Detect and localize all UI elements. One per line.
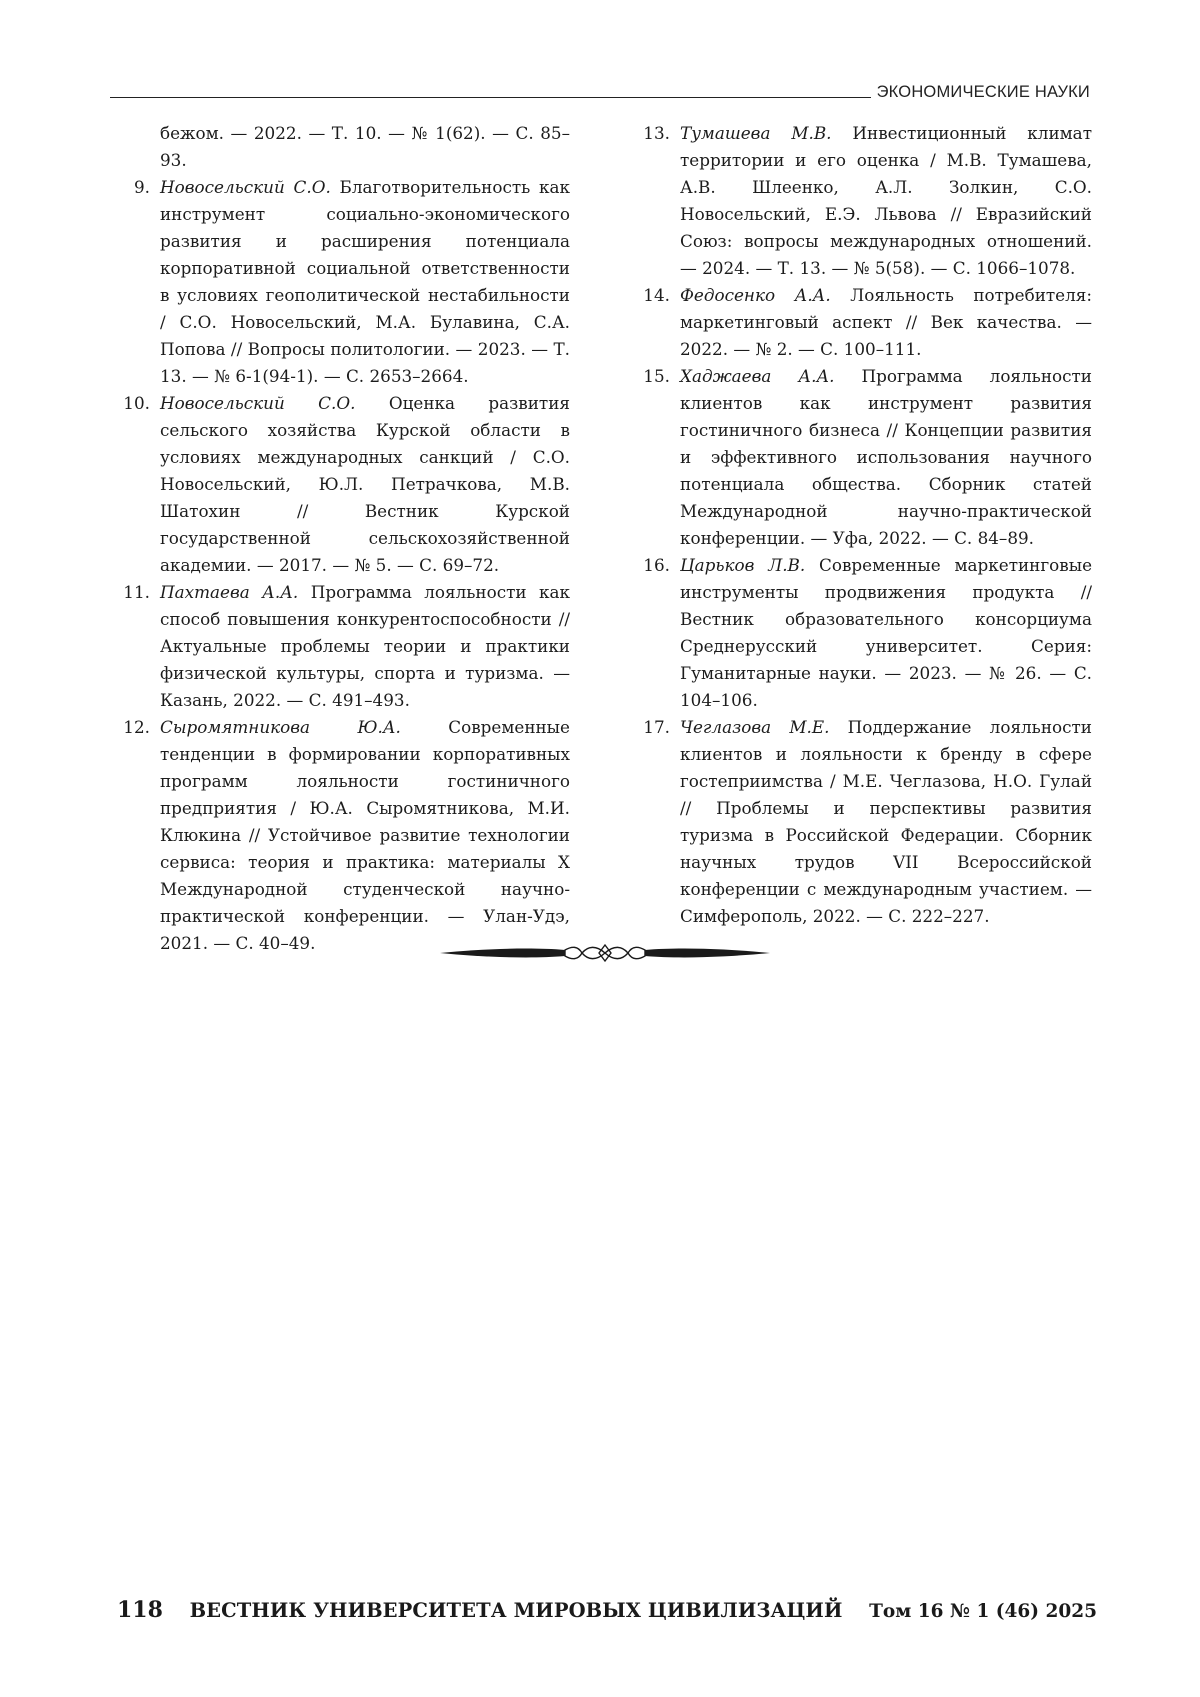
reference-item	[110, 120, 570, 174]
reference-item	[630, 282, 1092, 363]
reference-number: 10.	[123, 393, 150, 413]
reference-author: Федосенко А.А.	[680, 285, 831, 305]
reference-number: 12.	[123, 717, 150, 737]
reference-item	[110, 714, 570, 957]
running-header	[110, 78, 1090, 102]
reference-author: Сыромятникова Ю.А.	[160, 717, 401, 737]
reference-author: Пахтаева А.А.	[160, 582, 299, 602]
reference-number: 16.	[643, 555, 670, 575]
reference-author: Чеглазова М.Е.	[680, 717, 830, 737]
reference-text: Благотворительность как инструмент социально-экономического развития и расширения потенциала корпоративной социальной ответственности в условиях геополитической нестабильности / С.О. Новосельский, М.А. Булавина, С.А. Попова // Вопросы политологии. — 2023. — Т. 13. — № 6-1(94-1). — С. 2653–2664.	[160, 177, 570, 386]
references-right-column	[630, 120, 1092, 930]
reference-text: бежом. — 2022. — Т. 10. — № 1(62). — С. 85–93.	[160, 123, 570, 170]
ornament-divider-icon	[440, 938, 770, 968]
journal-title: ВЕСТНИК УНИВЕРСИТЕТА МИРОВЫХ ЦИВИЛИЗАЦИЙ	[189, 1599, 843, 1622]
reference-item	[110, 390, 570, 579]
reference-text: Современные маркетинговые инструменты продвижения продукта // Вестник образовательного консорциума Среднерусский университет. Серия: Гуманитарные науки. — 2023. — № 26. — С. 104–106.	[680, 555, 1092, 710]
reference-number: 15.	[643, 366, 670, 386]
reference-text: Современные тенденции в формировании корпоративных программ лояльности гостиничного предприятия / Ю.А. Сыромятникова, М.И. Клюкина // Устойчивое развитие технологии сервиса: теория и практика: материалы X Международной студенческой научно-практической конференции. — Улан-Удэ, 2021. — С. 40–49.	[160, 717, 570, 953]
reference-number: 11.	[123, 582, 150, 602]
reference-text: Программа лояльности клиентов как инструмент развития гостиничного бизнеса // Концепции развития и эффективного использования научного потенциала общества. Сборник статей Международной научно-практической конференции. — Уфа, 2022. — С. 84–89.	[680, 366, 1092, 548]
reference-item	[110, 174, 570, 390]
reference-number: 9.	[133, 177, 150, 197]
reference-text: Оценка развития сельского хозяйства Курской области в условиях международных санкций / С.О. Новосельский, Ю.Л. Петрачкова, М.В. Шатохин // Вестник Курской государственной сельскохозяйственной академии. — 2017. — № 5. — С. 69–72.	[160, 393, 570, 575]
reference-author: Новосельский С.О.	[160, 393, 356, 413]
reference-text: Программа лояльности как способ повышения конкурентоспособности // Актуальные проблемы теории и практики физической культуры, спорта и туризма. — Казань, 2022. — С. 491–493.	[160, 582, 570, 710]
reference-item	[630, 120, 1092, 282]
references-left-column	[110, 120, 570, 957]
reference-text: Лояльность потребителя: маркетинговый аспект // Век качества. — 2022. — № 2. — С. 100–111.	[680, 285, 1092, 359]
reference-number: 14.	[643, 285, 670, 305]
reference-item	[110, 579, 570, 714]
reference-author: Хаджаева А.А.	[680, 366, 835, 386]
reference-item	[630, 552, 1092, 714]
issue-info: Том 16 № 1 (46) 2025	[869, 1601, 1097, 1622]
reference-number: 13.	[643, 123, 670, 143]
reference-number: 17.	[643, 717, 670, 737]
reference-text: Поддержание лояльности клиентов и лояльности к бренду в сфере гостеприимства / М.Е. Чеглазова, Н.О. Гулай // Проблемы и перспективы развития туризма в Российской Федерации. Сборник научных трудов VII Всероссийской конференции с международным участием. — Симферополь, 2022. — С. 222–227.	[680, 717, 1092, 926]
reference-author: Новосельский С.О.	[160, 177, 331, 197]
page-footer	[117, 1597, 1097, 1623]
reference-author: Царьков Л.В.	[680, 555, 806, 575]
page-number: 118	[117, 1597, 163, 1623]
reference-author: Тумашева М.В.	[680, 123, 832, 143]
reference-text: Инвестиционный климат территории и его оценка / М.В. Тумашева, А.В. Шлеенко, А.Л. Золкин, С.О. Новосельский, Е.Э. Львова // Евразийский Союз: вопросы международных отношений. — 2024. — Т. 13. — № 5(58). — С. 1066–1078.	[680, 123, 1092, 278]
header-rule	[110, 97, 871, 98]
reference-item	[630, 714, 1092, 930]
reference-item	[630, 363, 1092, 552]
section-title: ЭКОНОМИЧЕСКИЕ НАУКИ	[876, 83, 1090, 101]
